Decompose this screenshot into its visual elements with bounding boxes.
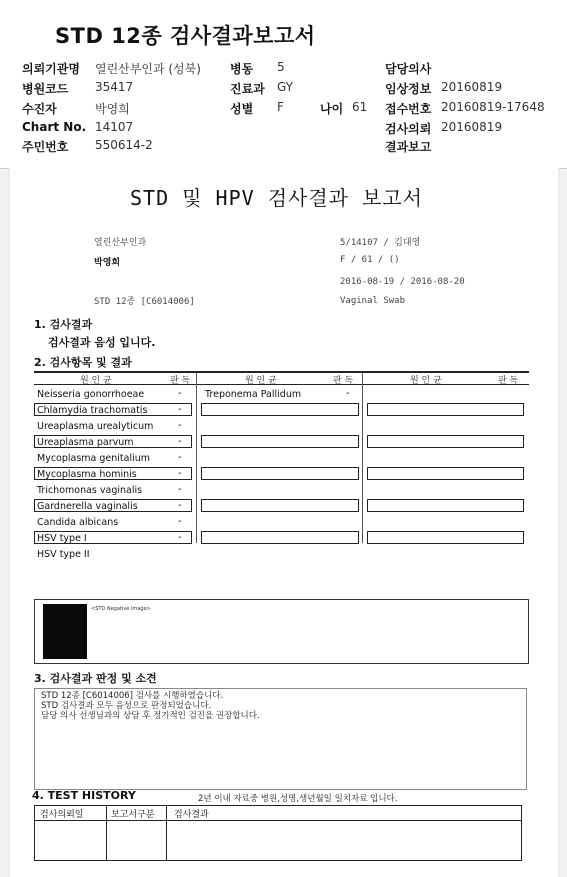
empty-result-box	[201, 467, 359, 480]
request-date-value: 20160819	[441, 120, 503, 134]
pathogen-result: -	[178, 436, 182, 447]
col-header-judgement-1: 판 독	[170, 376, 191, 386]
header-title: STD 12종 검사결과보고서	[55, 24, 316, 48]
col2-item-result: -	[346, 388, 350, 399]
pathogen-name: Mycoplasma genitalium	[37, 453, 151, 464]
report-label: 결과보고	[385, 140, 432, 154]
pathogen-result: -	[178, 532, 182, 543]
test-name: STD 12종 [C6014006]	[94, 297, 195, 307]
ward-value: 5	[277, 60, 285, 74]
section4-title: 4. TEST HISTORY	[32, 789, 136, 802]
pathogen-name: Ureaplasma parvum	[37, 437, 134, 448]
patient-value: 박영희	[95, 102, 130, 116]
section2-title: 2. 검사항목 및 결과	[34, 356, 132, 369]
pathogen-name: Chlamydia trachomatis	[37, 405, 148, 416]
report-title: STD 및 HPV 검사결과 보고서	[130, 186, 423, 210]
clinical-label: 임상정보	[385, 82, 432, 96]
col2-item-name: Treponema Pallidum	[205, 389, 302, 400]
receipt-label: 접수번호	[385, 102, 432, 116]
dept-value: GY	[277, 80, 294, 94]
request-date-label: 검사의뢰	[385, 122, 432, 136]
id-label: 주민번호	[22, 140, 69, 154]
opinion-line-1: STD 12종 [C6014006] 검사를 시행하였습니다.	[41, 691, 224, 701]
dates: 2016-08-19 / 2016-08-20	[340, 277, 465, 287]
col-header-pathogen-1: 원 인 균	[80, 376, 112, 386]
empty-result-box	[367, 531, 524, 544]
age-value: 61	[352, 100, 368, 114]
section1-title: 1. 검사결과	[34, 318, 93, 331]
opinion-line-3: 담당 의사 선생님과의 상담 후 정기적인 검진을 권장합니다.	[41, 711, 260, 721]
pathogen-result: -	[178, 516, 182, 527]
empty-result-box	[367, 467, 524, 480]
pathogen-name: Mycoplasma hominis	[37, 469, 137, 480]
col-header-judgement-2: 판 독	[333, 376, 354, 386]
empty-result-box	[201, 531, 359, 544]
image-caption: <STD Negative Image>	[91, 606, 151, 612]
clinical-value: 20160819	[441, 80, 503, 94]
col-header-judgement-3: 판 독	[498, 376, 519, 386]
history-note: 2년 이내 자료중 병원,성명,생년월일 일치자료 입니다.	[198, 794, 398, 804]
requester-label: 의뢰기관명	[22, 62, 80, 76]
empty-result-box	[201, 435, 359, 448]
empty-result-box	[201, 499, 359, 512]
empty-result-box	[367, 499, 524, 512]
result-image-frame	[34, 599, 529, 664]
col-header-pathogen-2: 원 인 균	[245, 376, 277, 386]
pathogen-name: Neisseria gonorrhoeae	[37, 389, 145, 400]
clinic-name: 열린산부인과	[94, 238, 147, 248]
history-col-request-date: 검사의뢰일	[40, 810, 84, 820]
pathogen-name: Ureaplasma urealyticum	[37, 421, 154, 432]
report-header	[0, 0, 567, 169]
pathogen-name: Trichomonas vaginalis	[37, 485, 143, 496]
pathogen-result: -	[178, 404, 182, 415]
pathogen-name: Gardnerella vaginalis	[37, 501, 138, 512]
sex-value: F	[277, 100, 284, 114]
pathogen-result: -	[178, 420, 182, 431]
gel-image	[43, 604, 87, 659]
section3-title: 3. 검사결과 판정 및 소견	[34, 672, 157, 685]
section1-result: 검사결과 음성 입니다.	[48, 336, 156, 349]
col-header-pathogen-3: 원 인 균	[410, 376, 442, 386]
pathogen-name: Candida albicans	[37, 517, 119, 528]
history-col-report-type: 보고서구분	[111, 810, 155, 820]
chart-doctor: 5/14107 / 김대영	[340, 238, 421, 248]
id-value: 550614-2	[95, 138, 153, 152]
history-col-result: 검사결과	[174, 810, 209, 820]
requester-value: 열린산부인과 (성북)	[95, 62, 201, 76]
pathogen-name: HSV type I	[37, 533, 87, 544]
pathogen-name: HSV type II	[37, 549, 90, 560]
pathogen-result: -	[178, 500, 182, 511]
hospital-code-value: 35417	[95, 80, 134, 94]
doctor-label: 담당의사	[385, 62, 432, 76]
receipt-value: 20160819-17648	[441, 100, 545, 114]
empty-result-box	[367, 435, 524, 448]
ward-label: 병동	[230, 62, 254, 76]
sex-age: F / 61 / ()	[340, 255, 400, 265]
patient-name: 박영희	[94, 258, 121, 268]
specimen: Vaginal Swab	[340, 296, 406, 306]
pathogen-result: -	[178, 484, 182, 495]
opinion-box	[34, 688, 527, 790]
pathogen-result: -	[178, 468, 182, 479]
dept-label: 진료과	[230, 82, 265, 96]
opinion-line-2: STD 검사결과 모두 음성으로 판정되었습니다.	[41, 701, 212, 711]
patient-label: 수진자	[22, 102, 57, 116]
pathogen-result: -	[178, 388, 182, 399]
empty-result-box	[201, 403, 359, 416]
chart-value: 14107	[95, 120, 134, 134]
age-label: 나이	[320, 102, 344, 116]
chart-label: Chart No.	[22, 120, 87, 134]
sex-label: 성별	[230, 102, 254, 116]
hospital-code-label: 병원코드	[22, 82, 69, 96]
pathogen-result: -	[178, 452, 182, 463]
empty-result-box	[367, 403, 524, 416]
